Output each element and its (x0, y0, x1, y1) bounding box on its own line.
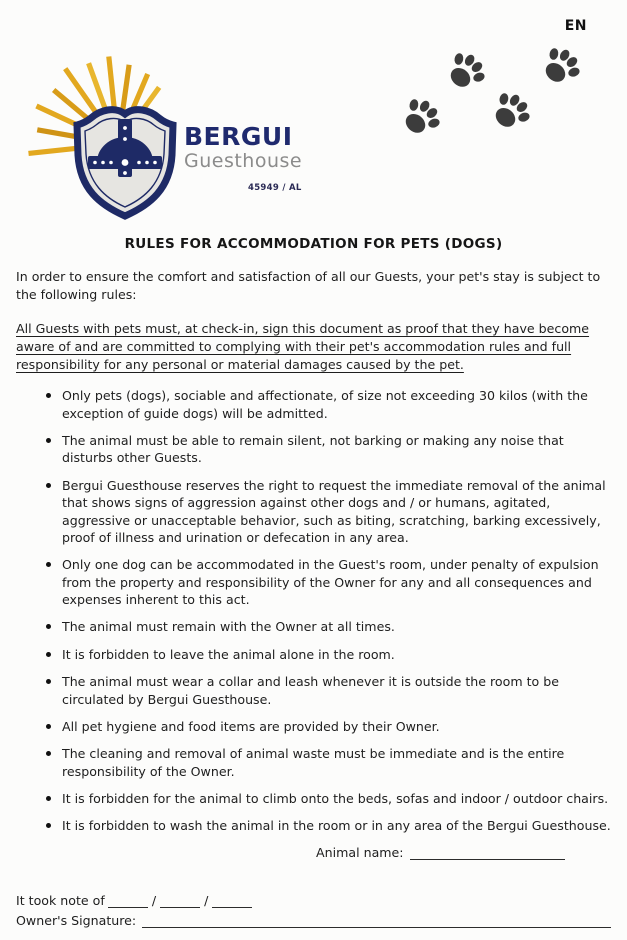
date-separator: / (204, 893, 209, 908)
document-title: RULES FOR ACCOMMODATION FOR PETS (DOGS) (124, 236, 503, 252)
brand-subtitle: Guesthouse (184, 150, 303, 172)
rule-item: Only one dog can be accommodated in the Guest's room, under penalty of expulsion from the property and responsibility of the Owner for any and all consequences and expenses inherent to this act. (46, 556, 611, 608)
rule-item: It is forbidden for the animal to climb onto the beds, sofas and indoor / outdoor chairs. (46, 790, 611, 807)
date-note-row (16, 893, 611, 908)
rule-item: The animal must wear a collar and leash whenever it is outside the room to be circulated by Bergui Guesthouse. (46, 673, 611, 708)
language-badge: EN (564, 18, 587, 34)
rule-item: The animal must remain with the Owner at all times. (46, 618, 611, 635)
rule-item: Bergui Guesthouse reserves the right to request the immediate removal of the animal that shows signs of aggression against other dogs and / or humans, agitated, aggressive or unacceptable behavior, such as biting, scratching, barking excessively, proof of illness and urination or defecation in any area. (46, 477, 611, 547)
animal-name-blank (410, 845, 565, 860)
document-header (0, 0, 627, 228)
rule-item: It is forbidden to wash the animal in the room or in any area of the Bergui Guesthouse. (46, 817, 611, 834)
brand-block (184, 124, 302, 193)
rule-item: The animal must be able to remain silent, not barking or making any noise that disturbs other Guests. (46, 432, 611, 467)
brand-name: BERGUI (184, 122, 293, 151)
notice-paragraph: All Guests with pets must, at check-in, sign this document as proof that they have become aware of and are committed to complying with their pet's accommodation rules and full responsibility for any personal or material damages caused by the pet. (16, 320, 590, 372)
date-month-blank (160, 893, 200, 908)
rules-list (16, 387, 611, 835)
animal-name-row (316, 845, 611, 860)
rule-item: The cleaning and removal of animal waste must be immediate and is the entire responsibility of the Owner. (46, 745, 611, 780)
rule-item: All pet hygiene and food items are provided by their Owner. (46, 718, 611, 735)
date-separator: / (151, 893, 157, 908)
animal-name-label: Animal name: (316, 844, 404, 860)
owner-signature-row (16, 913, 611, 928)
owner-signature-label: Owner's Signature: (16, 913, 137, 928)
paw-prints-icon (392, 42, 597, 152)
rule-item: It is forbidden to leave the animal alone in the room. (46, 646, 611, 663)
date-note-label: It took note of (16, 893, 105, 908)
owner-signature-blank (142, 913, 611, 928)
rule-item: Only pets (dogs), sociable and affectionate, of size not exceeding 30 kilos (with the exception of guide dogs) will be admitted. (46, 387, 611, 422)
date-year-blank (212, 893, 252, 908)
document-body (0, 228, 627, 860)
signature-block (0, 893, 627, 940)
bergui-logo-icon (18, 42, 188, 227)
intro-paragraph: In order to ensure the comfort and satisfaction of all our Guests, your pet's stay is subject to the following rules: (16, 269, 601, 303)
date-day-blank (108, 893, 148, 908)
brand-license-number: 45949 / AL (248, 183, 302, 193)
